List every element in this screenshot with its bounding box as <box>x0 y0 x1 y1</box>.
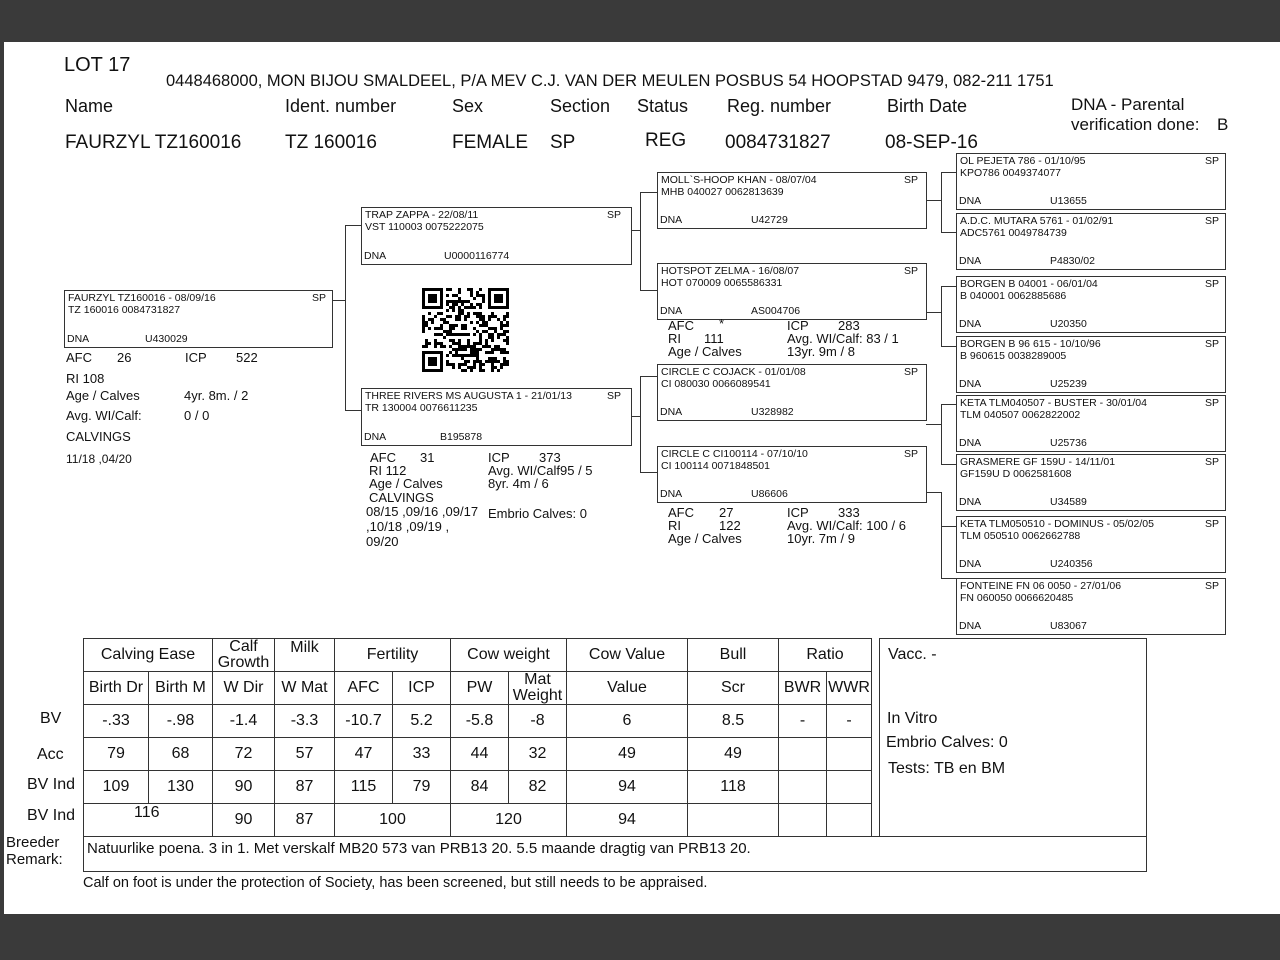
sub-pw: PW <box>451 672 509 705</box>
dam-calvings-dates-1: 08/15 ,09/16 ,09/17 <box>366 504 479 519</box>
animal-section: SP <box>550 132 576 153</box>
acc-cell <box>779 738 827 771</box>
gp2-wi: Avg. WI/Calf: 100 / 6 <box>787 518 906 533</box>
gp-section: SP <box>903 448 918 460</box>
bv-cell: -.98 <box>149 705 213 738</box>
sire-title: TRAP ZAPPA - 22/08/11 <box>365 209 479 221</box>
dam-dna-label: DNA <box>364 431 387 443</box>
ggp-dna-value: U25736 <box>1050 437 1087 449</box>
bvind2-cell: 116 <box>84 804 213 837</box>
calf-growth-line1: Calf <box>229 638 258 655</box>
owner-line: 0448468000, MON BIJOU SMALDEEL, P/A MEV C.J. VAN DER MEULEN POSBUS 54 HOOPSTAD 9479, 082-211 1751 <box>166 72 1054 90</box>
bvind-cell: 82 <box>509 771 567 804</box>
subject-icp: 522 <box>236 350 258 365</box>
ggp-title: GRASMERE GF 159U - 14/11/01 <box>960 456 1116 468</box>
bvind-cell: 84 <box>451 771 509 804</box>
sub-birth-dr: Birth Dr <box>84 672 149 705</box>
dam-calvings-label: CALVINGS <box>369 490 434 505</box>
bv-cell: 5.2 <box>393 705 451 738</box>
breeder-label: Breeder <box>6 834 60 851</box>
row-label-bv-ind: BV Ind <box>27 776 76 793</box>
sub-scr: Scr <box>688 672 779 705</box>
group-ratio: Ratio <box>779 639 872 672</box>
ggp-dna-label: DNA <box>959 496 982 508</box>
bvind-cell: 109 <box>84 771 149 804</box>
ggp-dna-label: DNA <box>959 255 982 267</box>
ggp-ident: GF159U D 0062581608 <box>960 468 1072 480</box>
sub-w-dir: W Dir <box>213 672 275 705</box>
ggp-ident: B 960615 0038289005 <box>960 350 1067 362</box>
dam-dna-value: B195878 <box>440 431 483 443</box>
acc-cell: 32 <box>509 738 567 771</box>
table-row-bv <box>84 705 872 738</box>
header-dna-verification: verification done: <box>1071 115 1200 134</box>
gp2-icp-label: ICP <box>787 505 809 520</box>
breeder-remark: Natuurlike poena. 3 in 1. Met verskalf MB20 573 van PRB13 20. 5.5 maande dragtig van PRB13 20. <box>83 836 1147 872</box>
gp-dna-label: DNA <box>660 488 683 500</box>
bvind2-cell: 87 <box>275 804 335 837</box>
dam-icp: 373 <box>539 450 561 465</box>
dam-age: 8yr. 4m / 6 <box>488 476 549 491</box>
group-fertility: Fertility <box>335 639 451 672</box>
acc-cell: 79 <box>84 738 149 771</box>
gp2-afc-label: AFC <box>668 505 694 520</box>
breeding-values-table <box>83 638 872 837</box>
gp1-afc-label: AFC <box>668 318 694 333</box>
bv-cell: 8.5 <box>688 705 779 738</box>
acc-cell: 49 <box>688 738 779 771</box>
bv-cell: -1.4 <box>213 705 275 738</box>
bvind2-cell <box>827 804 872 837</box>
animal-status: REG <box>645 130 687 151</box>
subject-afc-label: AFC <box>66 350 92 365</box>
acc-cell: 72 <box>213 738 275 771</box>
great-grandparent-box <box>956 336 1226 393</box>
dam-afc-label: AFC <box>370 450 396 465</box>
dam-calvings-dates-3: 09/20 <box>366 534 399 549</box>
header-birth: Birth Date <box>887 96 968 116</box>
ggp-ident: B 040001 0062885686 <box>960 290 1067 302</box>
gp-dna-value: U86606 <box>751 488 788 500</box>
ggp-ident: ADC5761 0049784739 <box>960 227 1067 239</box>
header-name: Name <box>65 96 114 116</box>
gp-ident: CI 080030 0066089541 <box>661 378 771 390</box>
sire-section: SP <box>606 209 621 221</box>
footer-note: Calf on foot is under the protection of Society, has been screened, but still needs to be appraised. <box>83 875 708 891</box>
ggp-section: SP <box>1204 338 1219 350</box>
gp-section: SP <box>903 366 918 378</box>
grandparent-box <box>657 446 927 503</box>
gp1-wi: Avg. WI/Calf: 83 / 1 <box>787 331 899 346</box>
animal-sex: FEMALE <box>452 132 529 153</box>
group-milk: Milk <box>275 639 335 672</box>
great-grandparent-box <box>956 516 1226 573</box>
ggp-dna-label: DNA <box>959 620 982 632</box>
gp-section: SP <box>903 174 918 186</box>
sub-afc: AFC <box>335 672 393 705</box>
ggp-section: SP <box>1204 518 1219 530</box>
vacc-label: Vacc. - <box>888 646 937 663</box>
ggp-ident: TLM 040507 0062822002 <box>960 409 1081 421</box>
ggp-dna-value: U83067 <box>1050 620 1087 632</box>
subject-wi-label: Avg. WI/Calf: <box>66 408 142 423</box>
ggp-dna-label: DNA <box>959 378 982 390</box>
bvind2-cell: 120 <box>451 804 567 837</box>
bv-cell: -10.7 <box>335 705 393 738</box>
subject-age: 4yr. 8m. / 2 <box>184 388 249 403</box>
sub-value: Value <box>567 672 688 705</box>
animal-birth-date: 08-SEP-16 <box>885 132 978 153</box>
subject-box-dna-value: U430029 <box>145 333 188 345</box>
lot-number: LOT 17 <box>64 54 131 76</box>
group-cow-weight: Cow weight <box>451 639 567 672</box>
dam-calvings-dates-2: ,10/18 ,09/19 , <box>366 519 450 534</box>
ggp-section: SP <box>1204 580 1219 592</box>
gp2-age: 10yr. 7m / 9 <box>787 531 855 546</box>
ggp-title: BORGEN B 04001 - 06/01/04 <box>960 278 1098 290</box>
gp1-age-label: Age / Calves <box>668 344 742 359</box>
gp-title: MOLL`S-HOOP KHAN - 08/07/04 <box>661 174 817 186</box>
gp1-afc: * <box>719 316 725 331</box>
grandparent-box <box>657 263 927 320</box>
gp-dna-label: DNA <box>660 214 683 226</box>
acc-cell: 33 <box>393 738 451 771</box>
table-row-bv-ind-summary <box>84 804 872 837</box>
gp-ident: HOT 070009 0065586331 <box>661 277 783 289</box>
subject-calvings-label: CALVINGS <box>66 429 131 444</box>
subject-box-dna-label: DNA <box>67 333 90 345</box>
dam-title: THREE RIVERS MS AUGUSTA 1 - 21/01/13 <box>365 390 572 402</box>
gp-title: CIRCLE C CI100114 - 07/10/10 <box>661 448 808 460</box>
dam-section: SP <box>606 390 621 402</box>
great-grandparent-box <box>956 454 1226 511</box>
great-grandparent-box <box>956 153 1226 210</box>
great-grandparent-box <box>956 213 1226 270</box>
bvind2-cell: 90 <box>213 804 275 837</box>
acc-cell: 49 <box>567 738 688 771</box>
ggp-dna-label: DNA <box>959 195 982 207</box>
ggp-ident: TLM 050510 0062662788 <box>960 530 1081 542</box>
ggp-title: OL PEJETA 786 - 01/10/95 <box>960 155 1086 167</box>
bvind2-cell <box>779 804 827 837</box>
calf-growth-line2: Growth <box>217 654 270 671</box>
header-section: Section <box>550 96 611 116</box>
subject-age-label: Age / Calves <box>66 388 140 403</box>
group-calf-growth <box>213 639 275 672</box>
dam-box <box>361 388 632 446</box>
subject-icp-label: ICP <box>185 350 207 365</box>
ggp-section: SP <box>1204 155 1219 167</box>
ggp-section: SP <box>1204 456 1219 468</box>
subject-afc: 26 <box>117 350 132 365</box>
bv-cell: -.33 <box>84 705 149 738</box>
ggp-dna-label: DNA <box>959 437 982 449</box>
animal-reg: 0084731827 <box>725 132 831 153</box>
gp1-icp: 283 <box>838 318 860 333</box>
gp-ident: CI 100114 0071848501 <box>661 460 770 472</box>
group-cow-value: Cow Value <box>567 639 688 672</box>
gp-ident: MHB 040027 0062813639 <box>661 186 784 198</box>
sub-bwr: BWR <box>779 672 827 705</box>
gp2-afc: 27 <box>719 505 734 520</box>
dam-ident: TR 130004 0076611235 <box>365 402 478 414</box>
bvind-cell: 94 <box>567 771 688 804</box>
dam-ri: RI 112 <box>369 463 407 478</box>
ggp-title: FONTEINE FN 06 0050 - 27/01/06 <box>960 580 1122 592</box>
header-dna: DNA - Parental <box>1071 95 1185 114</box>
bvind-cell: 118 <box>688 771 779 804</box>
gp-dna-label: DNA <box>660 305 683 317</box>
subject-ri: RI 108 <box>66 371 105 386</box>
bvind2-cell: 100 <box>335 804 451 837</box>
animal-name: FAURZYL TZ160016 <box>65 132 242 153</box>
tests: Tests: TB en BM <box>888 760 1006 777</box>
row-label-bv: BV <box>40 710 62 727</box>
ggp-dna-label: DNA <box>959 558 982 570</box>
animal-ident: TZ 160016 <box>285 132 377 153</box>
sire-box <box>361 207 632 265</box>
remark-label: Remark: <box>6 851 63 868</box>
ggp-section: SP <box>1204 278 1219 290</box>
sub-w-mat: W Mat <box>275 672 335 705</box>
ggp-section: SP <box>1204 215 1219 227</box>
bv-cell: 6 <box>567 705 688 738</box>
acc-cell: 47 <box>335 738 393 771</box>
gp2-age-label: Age / Calves <box>668 531 742 546</box>
gp2-ri-label: RI <box>668 518 681 533</box>
gp-title: CIRCLE C COJACK - 01/01/08 <box>661 366 806 378</box>
ggp-dna-value: U240356 <box>1050 558 1093 570</box>
ggp-title: KETA TLM050510 - DOMINUS - 05/02/05 <box>960 518 1154 530</box>
ggp-dna-value: U34589 <box>1050 496 1087 508</box>
breeder-remark-label <box>6 834 63 868</box>
group-bull: Bull <box>688 639 779 672</box>
acc-cell: 44 <box>451 738 509 771</box>
bvind-cell: 79 <box>393 771 451 804</box>
gp1-ri: 111 <box>704 331 724 346</box>
header-sex: Sex <box>452 96 484 116</box>
ggp-title: A.D.C. MUTARA 5761 - 01/02/91 <box>960 215 1114 227</box>
bvind2-cell: 94 <box>567 804 688 837</box>
embrio-calves: Embrio Calves: 0 <box>886 734 1008 751</box>
ggp-section: SP <box>1204 397 1219 409</box>
pedigree-certificate <box>4 42 1280 914</box>
header-status: Status <box>637 96 689 116</box>
vaccination-box <box>879 638 1147 837</box>
ggp-dna-value: P4830/02 <box>1050 255 1095 267</box>
sire-ident: VST 110003 0075222075 <box>365 221 484 233</box>
bvind-cell <box>827 771 872 804</box>
acc-cell: 57 <box>275 738 335 771</box>
bvind-cell: 115 <box>335 771 393 804</box>
gp-title: HOTSPOT ZELMA - 16/08/07 <box>661 265 800 277</box>
acc-cell <box>827 738 872 771</box>
dam-embrio-calves: Embrio Calves: 0 <box>488 506 587 521</box>
grandparent-box <box>657 364 927 421</box>
bvind-cell: 87 <box>275 771 335 804</box>
gp2-icp: 333 <box>838 505 860 520</box>
sub-birth-m: Birth M <box>149 672 213 705</box>
dam-age-label: Age / Calves <box>369 476 443 491</box>
gp-dna-label: DNA <box>660 406 683 418</box>
bvind-cell: 90 <box>213 771 275 804</box>
great-grandparent-box <box>956 276 1226 333</box>
bvind-cell <box>779 771 827 804</box>
ggp-dna-label: DNA <box>959 318 982 330</box>
header-ident: Ident. number <box>285 96 397 116</box>
ggp-dna-value: U13655 <box>1050 195 1087 207</box>
grandparent-box <box>657 172 927 229</box>
gp-dna-value: U42729 <box>751 214 788 226</box>
subject-pedigree-box <box>64 290 333 348</box>
ggp-title: BORGEN B 96 615 - 10/10/96 <box>960 338 1101 350</box>
bv-cell: - <box>779 705 827 738</box>
bv-cell: -3.3 <box>275 705 335 738</box>
gp1-ri-label: RI <box>668 331 681 346</box>
row-label-acc: Acc <box>37 746 64 763</box>
dam-icp-label: ICP <box>488 450 510 465</box>
subject-box-title: FAURZYL TZ160016 - 08/09/16 <box>68 292 216 304</box>
sub-mat-weight: Mat Weight <box>509 672 567 705</box>
bv-cell: -8 <box>509 705 567 738</box>
subject-box-ident: TZ 160016 0084731827 <box>68 304 181 316</box>
bvind2-cell <box>688 804 779 837</box>
gp2-ri: 122 <box>719 518 741 533</box>
gp-dna-value: U328982 <box>751 406 794 418</box>
header-reg: Reg. number <box>727 96 832 116</box>
in-vitro-label: In Vitro <box>887 710 938 727</box>
ggp-dna-value: U25239 <box>1050 378 1087 390</box>
ggp-dna-value: U20350 <box>1050 318 1087 330</box>
row-label-bv-ind-2: BV Ind <box>27 807 76 824</box>
bvind-cell: 130 <box>149 771 213 804</box>
dam-wi: Avg. WI/Calf95 / 5 <box>488 463 593 478</box>
acc-cell: 68 <box>149 738 213 771</box>
subject-wi: 0 / 0 <box>184 408 210 423</box>
sire-dna-value: U0000116774 <box>444 250 510 262</box>
dna-verification-value: B <box>1217 115 1229 134</box>
gp1-icp-label: ICP <box>787 318 809 333</box>
subject-box-section: SP <box>311 292 326 304</box>
subject-calvings-dates: 11/18 ,04/20 <box>66 452 132 466</box>
sire-dna-label: DNA <box>364 250 387 262</box>
gp-dna-value: AS004706 <box>751 305 801 317</box>
dam-afc: 31 <box>420 450 435 465</box>
group-calving-ease: Calving Ease <box>84 639 213 672</box>
table-row-bv-ind <box>84 771 872 804</box>
sub-wwr: WWR <box>827 672 872 705</box>
great-grandparent-box <box>956 395 1226 452</box>
ggp-title: KETA TLM040507 - BUSTER - 30/01/04 <box>960 397 1147 409</box>
ggp-ident: FN 060050 0066620485 <box>960 592 1074 604</box>
gp1-age: 13yr. 9m / 8 <box>787 344 855 359</box>
table-row-acc <box>84 738 872 771</box>
gp-section: SP <box>903 265 918 277</box>
bv-cell: -5.8 <box>451 705 509 738</box>
ggp-ident: KPO786 0049374077 <box>960 167 1062 179</box>
great-grandparent-box <box>956 578 1226 635</box>
sub-icp: ICP <box>393 672 451 705</box>
qr-code <box>422 288 510 372</box>
bv-cell: - <box>827 705 872 738</box>
